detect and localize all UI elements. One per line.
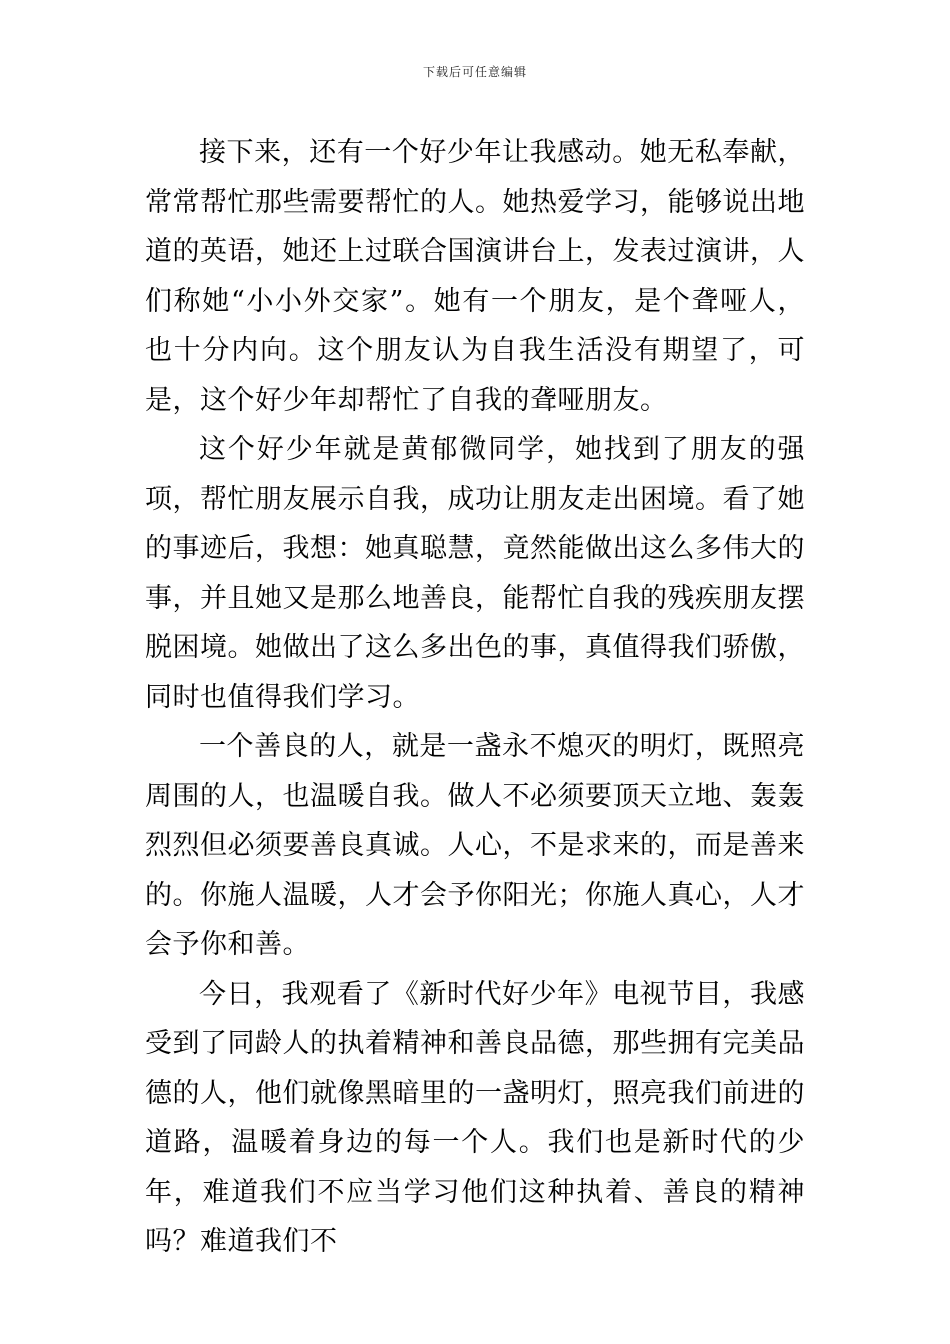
paragraph-3: 一个善良的人，就是一盏永不熄灭的明灯，既照亮周围的人，也温暖自我。做人不必须要顶天立地、轰轰烈烈但必须要善良真诚。人心，不是求来的，而是善来的。你施人温暖，人才会予你阳光；你施人真心，人才会予你和善。 — [145, 731, 805, 960]
page-header: 下载后可任意编辑 — [422, 65, 527, 79]
paragraph-1: 接下来，还有一个好少年让我感动。她无私奉献，常常帮忙那些需要帮忙的人。她热爱学习，能够说出地道的英语，她还上过联合国演讲台上，发表过演讲，人们称她“小小外交家”。她有一个朋友，是个聋哑人，也十分内向。这个朋友认为自我生活没有期望了，可是，这个好少年却帮忙了自我的聋哑朋友。 — [145, 137, 805, 416]
document-body — [145, 128, 805, 1267]
paragraph-2: 这个好少年就是黄郁微同学，她找到了朋友的强项，帮忙朋友展示自我，成功让朋友走出困境。看了她的事迹后，我想：她真聪慧，竟然能做出这么多伟大的事，并且她又是那么地善良，能帮忙自我的残疾朋友摆脱困境。她做出了这么多出色的事，真值得我们骄傲，同时也值得我们学习。 — [145, 434, 805, 713]
paragraph-4: 今日，我观看了《新时代好少年》电视节目，我感受到了同龄人的执着精神和善良品德，那些拥有完美品德的人，他们就像黑暗里的一盏明灯，照亮我们前进的道路，温暖着身边的每一个人。我们也是新时代的少年，难道我们不应当学习他们这种执着、善良的精神吗？难道我们不 — [145, 978, 805, 1257]
